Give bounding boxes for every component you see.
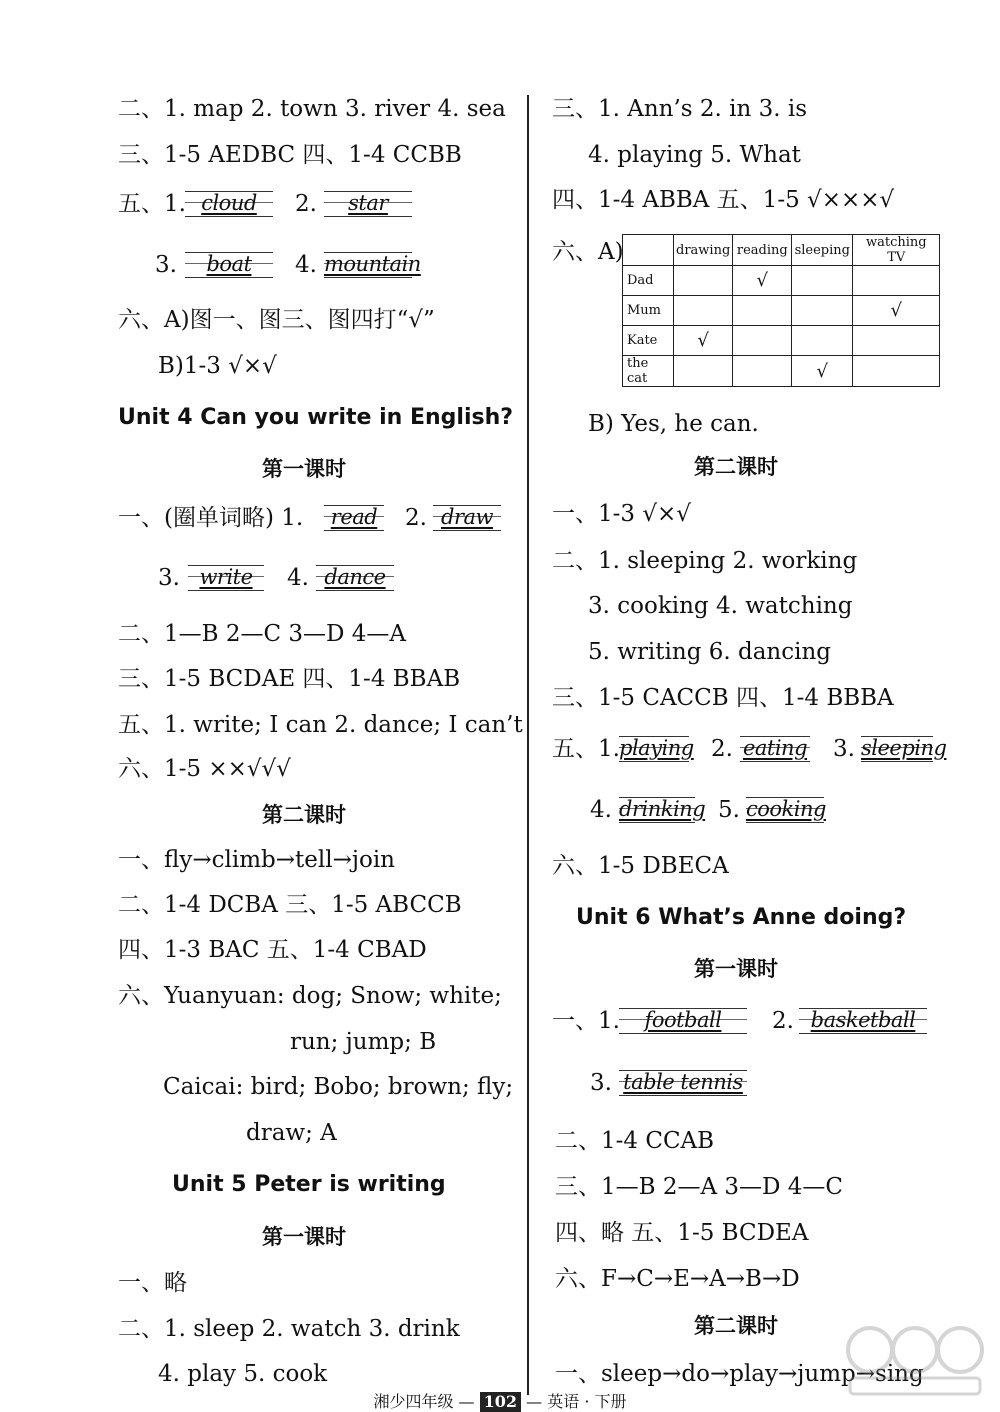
u4-line-8: 二、1-4 DCBA 三、1-5 ABCCB — [118, 892, 462, 918]
right-line-13: 六、1-5 DBECA — [552, 853, 729, 879]
lesson-4-heading: 第二课时 — [694, 455, 778, 479]
footer-left: 湘少四年级 — — [373, 1392, 475, 1411]
lesson-5-heading: 第一课时 — [694, 957, 778, 981]
right-line-11-num3: 3. — [833, 736, 855, 762]
table-header-cell: sleeping — [792, 235, 853, 266]
table-cell: √ — [733, 266, 792, 296]
table-header-cell: reading — [733, 235, 792, 266]
left-line-3-prefix: 五、1. — [118, 191, 186, 217]
right-line-2: 4. playing 5. What — [588, 142, 801, 168]
right-line-9: 5. writing 6. dancing — [588, 639, 832, 665]
right-line-4: 六、A) — [552, 239, 624, 265]
lesson-3-heading: 第一课时 — [262, 1225, 346, 1249]
handwriting-basketball: basketball — [799, 1004, 927, 1038]
footer-right: — 英语 · 下册 — [526, 1392, 627, 1411]
handwriting-sleeping: sleeping — [861, 736, 947, 760]
right-line-12-num5: 5. — [718, 797, 740, 823]
left-line-1: 二、1. map 2. town 3. river 4. sea — [118, 96, 506, 122]
table-cell: √ — [792, 356, 853, 387]
right-line-11-prefix: 五、1. — [552, 736, 620, 762]
table-cell — [853, 266, 940, 296]
right-line-8: 3. cooking 4. watching — [588, 593, 853, 619]
handwriting-mountain: mountain — [324, 252, 421, 276]
right-line-6: 一、1-3 √×√ — [552, 501, 691, 527]
right-line-14-prefix: 一、1. — [552, 1008, 620, 1034]
lesson-6-heading: 第二课时 — [694, 1314, 778, 1338]
left-line-3-num2: 2. — [295, 191, 317, 217]
handwriting-cloud: cloud — [185, 187, 273, 221]
right-line-7: 二、1. sleeping 2. working — [552, 548, 858, 574]
table-cell — [792, 326, 853, 356]
page-number: 102 — [480, 1392, 521, 1412]
u4-line-3: 二、1—B 2—C 3—D 4—A — [118, 621, 407, 647]
handwriting-draw: draw — [433, 501, 501, 535]
u4-line-6: 六、1-5 ××√√√ — [118, 756, 291, 782]
table-cell — [674, 296, 733, 326]
right-line-20: 一、sleep→do→play→jump→sing — [555, 1361, 924, 1387]
handwriting-table-tennis: table tennis — [619, 1066, 747, 1100]
u4-line-10: 六、Yuanyuan: dog; Snow; white; — [118, 983, 502, 1009]
table-cell — [853, 356, 940, 387]
right-line-18: 四、略 五、1-5 BCDEA — [555, 1220, 809, 1246]
u4-line-2-num4: 4. — [287, 565, 309, 591]
table-row-label: Kate — [623, 326, 674, 356]
right-line-5: B) Yes, he can. — [588, 411, 759, 437]
handwriting-dance: dance — [316, 561, 394, 595]
u5-line-1: 一、略 — [118, 1270, 187, 1296]
u4-line-4: 三、1-5 BCDAE 四、1-4 BBAB — [118, 666, 461, 692]
right-line-14-num2: 2. — [772, 1008, 794, 1034]
table-cell: √ — [853, 296, 940, 326]
handwriting-star: star — [324, 187, 412, 221]
left-line-5: 六、A)图一、图三、图四打“√” — [118, 307, 435, 333]
u4-line-5: 五、1. write; I can 2. dance; I can’t — [118, 712, 523, 738]
table-row — [623, 326, 940, 356]
u4-line-1-num2: 2. — [405, 505, 427, 531]
u5-line-2: 二、1. sleep 2. watch 3. drink — [118, 1316, 460, 1342]
u4-line-7: 一、fly→climb→tell→join — [118, 847, 395, 873]
table-row — [623, 266, 940, 296]
u4-line-9: 四、1-3 BAC 五、1-4 CBAD — [118, 937, 427, 963]
u4-line-11: run; jump; B — [290, 1029, 437, 1055]
table-cell — [792, 266, 853, 296]
watermark-icon — [840, 1320, 990, 1400]
handwriting-drinking: drinking — [619, 797, 706, 821]
u4-line-1-prefix: 一、(圈单词略) 1. — [118, 505, 304, 531]
table-header-cell: watching TV — [853, 235, 940, 266]
right-line-15-num3: 3. — [590, 1070, 612, 1096]
table-header-cell — [623, 235, 674, 266]
table-row-label: Dad — [623, 266, 674, 296]
table-row-label: the cat — [623, 356, 674, 387]
handwriting-boat: boat — [185, 248, 273, 282]
unit-5-heading: Unit 5 Peter is writing — [172, 1172, 446, 1197]
right-line-10: 三、1-5 CACCB 四、1-4 BBBA — [552, 685, 894, 711]
left-line-2: 三、1-5 AEDBC 四、1-4 CCBB — [118, 142, 462, 168]
unit-4-heading: Unit 4 Can you write in English? — [118, 405, 514, 430]
left-line-6: B)1-3 √×√ — [158, 353, 277, 379]
u5-line-3: 4. play 5. cook — [158, 1361, 328, 1387]
activity-table — [622, 234, 940, 387]
right-line-1: 三、1. Ann’s 2. in 3. is — [552, 96, 808, 122]
table-cell — [674, 356, 733, 387]
table-cell — [733, 326, 792, 356]
table-row — [623, 356, 940, 387]
table-cell — [853, 326, 940, 356]
handwriting-playing: playing — [619, 736, 694, 760]
right-line-3: 四、1-4 ABBA 五、1-5 √×××√ — [552, 187, 895, 213]
right-line-11-num2: 2. — [711, 736, 733, 762]
column-divider — [527, 95, 529, 1395]
handwriting-eating: eating — [740, 732, 810, 766]
right-line-12-num4: 4. — [590, 797, 612, 823]
lesson-1-heading: 第一课时 — [262, 457, 346, 481]
table-cell — [733, 296, 792, 326]
table-cell — [674, 266, 733, 296]
u4-line-13: draw; A — [246, 1120, 337, 1146]
table-cell — [792, 296, 853, 326]
left-line-4-num4: 4. — [295, 252, 317, 278]
table-header-cell: drawing — [674, 235, 733, 266]
right-line-19: 六、F→C→E→A→B→D — [555, 1266, 800, 1292]
table-header-row — [623, 235, 940, 266]
lesson-2-heading: 第二课时 — [262, 803, 346, 827]
table-cell — [733, 356, 792, 387]
right-line-16: 二、1-4 CCAB — [555, 1128, 715, 1154]
handwriting-read: read — [324, 501, 384, 535]
handwriting-write: write — [188, 561, 264, 595]
u4-line-2-num3: 3. — [158, 565, 180, 591]
handwriting-cooking: cooking — [746, 797, 826, 821]
left-line-4-num3: 3. — [155, 252, 177, 278]
unit-6-heading: Unit 6 What’s Anne doing? — [576, 905, 907, 930]
table-row-label: Mum — [623, 296, 674, 326]
u4-line-12: Caicai: bird; Bobo; brown; fly; — [163, 1074, 514, 1100]
table-cell: √ — [674, 326, 733, 356]
right-line-17: 三、1—B 2—A 3—D 4—C — [555, 1174, 844, 1200]
table-row — [623, 296, 940, 326]
handwriting-football: football — [619, 1004, 747, 1038]
